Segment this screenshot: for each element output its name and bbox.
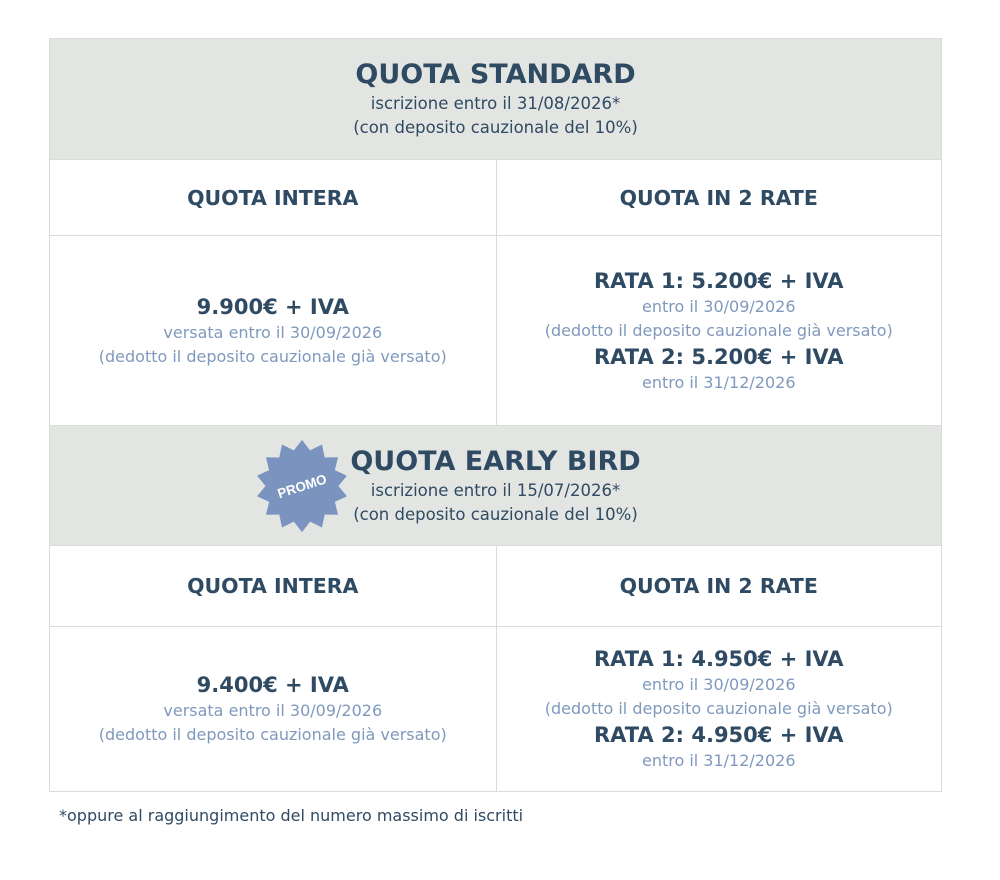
standard-col-rate: QUOTA IN 2 RATE <box>496 160 942 235</box>
standard-rata1-deposit: (dedotto il deposito cauzionale già versato) <box>544 320 893 340</box>
pricing-table <box>49 38 942 792</box>
early-col-full: QUOTA INTERA <box>187 574 359 598</box>
early-full-note-deposit: (dedotto il deposito cauzionale già versato) <box>98 725 447 744</box>
standard-price-row <box>50 235 941 425</box>
standard-title: QUOTA STANDARD <box>355 59 636 90</box>
early-full-note-date: versata entro il 30/09/2026 <box>163 701 383 720</box>
standard-full-note-date: versata entro il 30/09/2026 <box>163 322 383 342</box>
early-rata2-date: entro il 31/12/2026 <box>641 751 796 770</box>
footnote: *oppure al raggiungimento del numero massimo di iscritti <box>59 806 524 825</box>
standard-rata1-date: entro il 30/09/2026 <box>641 296 796 316</box>
standard-deadline: iscrizione entro il 31/08/2026* <box>370 94 621 113</box>
standard-deposit-note: (con deposito cauzionale del 10%) <box>353 118 638 137</box>
early-title: QUOTA EARLY BIRD <box>350 446 641 477</box>
early-deadline: iscrizione entro il 15/07/2026* <box>370 481 621 500</box>
standard-column-headers <box>50 159 941 235</box>
early-column-headers <box>50 545 941 626</box>
standard-section-header <box>50 39 941 159</box>
standard-rata2-date: entro il 31/12/2026 <box>641 372 796 392</box>
standard-full-price: 9.900€ + IVA <box>196 294 349 319</box>
standard-full-note-deposit: (dedotto il deposito cauzionale già versato) <box>98 346 447 366</box>
early-rata1-deposit: (dedotto il deposito cauzionale già versato) <box>544 699 893 718</box>
early-full-cell <box>50 627 496 791</box>
early-rata2: RATA 2: 4.950€ + IVA <box>593 723 844 747</box>
early-deposit-note: (con deposito cauzionale del 10%) <box>353 505 638 524</box>
early-rate-cell <box>496 627 942 791</box>
promo-badge-icon <box>254 438 350 534</box>
standard-rate-cell <box>496 236 942 425</box>
standard-rata1: RATA 1: 5.200€ + IVA <box>593 268 844 293</box>
early-rata1-date: entro il 30/09/2026 <box>641 675 796 694</box>
standard-col-full: QUOTA INTERA <box>187 185 359 210</box>
standard-full-cell <box>50 236 496 425</box>
early-section-header <box>50 425 941 545</box>
early-col-rate: QUOTA IN 2 RATE <box>496 546 942 626</box>
early-price-row <box>50 626 941 791</box>
standard-rata2: RATA 2: 5.200€ + IVA <box>593 344 844 369</box>
early-rata1: RATA 1: 4.950€ + IVA <box>593 647 844 671</box>
early-full-price: 9.400€ + IVA <box>196 673 349 697</box>
promo-badge-label: PROMO <box>275 471 329 502</box>
